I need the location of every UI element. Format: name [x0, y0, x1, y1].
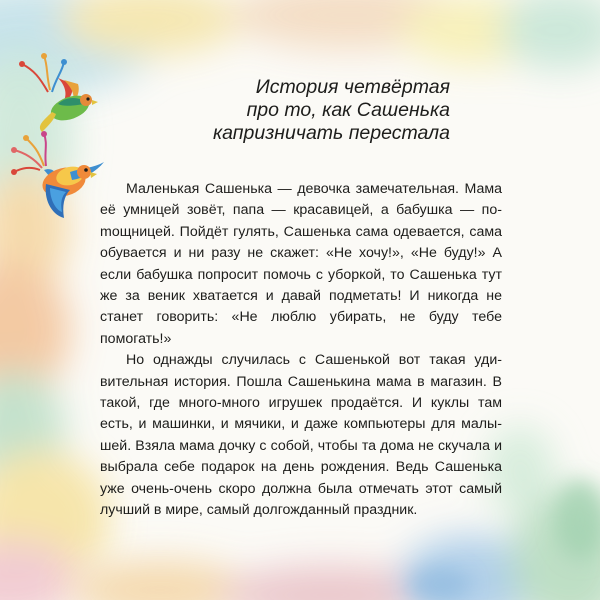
- chapter-title-line: про то, как Сашенька: [246, 99, 450, 121]
- parrot-icon: [11, 131, 104, 218]
- chapter-title: [180, 76, 450, 145]
- paragraph: Но однажды случилась с Сашенькой вот такая удивительная история. Пошла Сашенькина мама в магазин. В такой, где много-много игрушек продаётся. И куклы там есть, и машинки, и мячики, и даже компьютеры для малышей. Взяла мама дочку с собой, чтобы та дома не скучала и выбрала себе подарок на день рождения. Ведь Сашенька уже очень-очень скоро должна была отмечать этот самый лучший в мире, самый долгожданный праздник.: [100, 352, 502, 519]
- story-text: [100, 179, 502, 522]
- paragraph: Маленькая Сашенька — девочка замечательная. Мама её умницей зовёт, папа — красавицей, а бабушка — поmощницей. Пойдёт гулять, Сашенька сама одевается, сама обувается и ни разу не скажет: «Не хочу!», «Не буду!» А если бабушка попросит помочь с уборкой, то Сашенька тут же за веник хватается и давай подметать! И никогда не станет говорить: «Не люблю убирать, не буду тебе помогать!»: [100, 181, 502, 347]
- chapter-title-line: История четвёртая: [255, 76, 450, 98]
- chapter-title-line: капризничать перестала: [212, 122, 450, 144]
- parrot-icon: [19, 53, 98, 132]
